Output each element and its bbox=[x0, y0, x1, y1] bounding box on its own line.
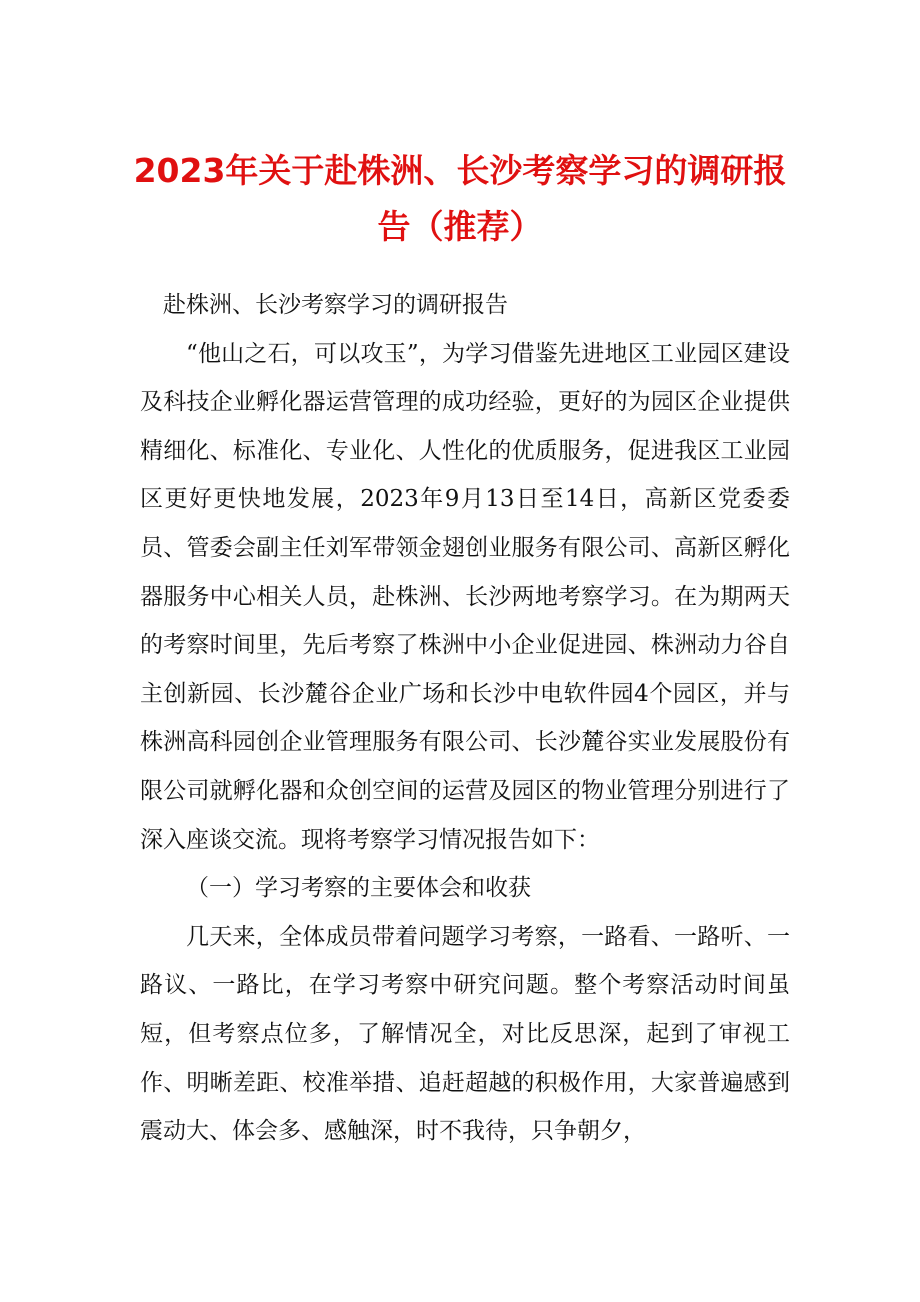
document-title-line2: 告（推荐） bbox=[377, 207, 543, 246]
document-subtitle: 赴株洲、长沙考察学习的调研报告 bbox=[163, 292, 508, 318]
document-body bbox=[140, 281, 790, 1156]
section-heading-1: （一）学习考察的主要体会和收获 bbox=[186, 875, 531, 902]
paragraph-intro: “他山之石，可以攻玉”，为学习借鉴先进地区工业园区建设及科技企业孵化器运营管理的成功经验，更好的为园区企业提供精细化、标准化、专业化、人性化的优质服务，促进我区工业园区更好更快地发展，2023年9月13日至14日，高新区党委委员、管委会副主任刘军带领金翅创业服务有限公司、高新区孵化器服务中心相关人员，赴株洲、长沙两地考察学习。在为期两天的考察时间里，先后考察了株洲中小企业促进园、株洲动力谷自主创新园、长沙麓谷企业广场和长沙中电软件园4个园区，并与株洲高科园创企业管理服务有限公司、长沙麓谷实业发展股份有限公司就孵化器和众创空间的运营及园区的物业管理分别进行了深入座谈交流。现将考察学习情况报告如下： bbox=[140, 340, 790, 853]
paragraph-impressions: 几天来，全体成员带着问题学习考察，一路看、一路听、一路议、一路比，在学习考察中研究问题。整个考察活动时间虽短，但考察点位多，了解情况全，对比反思深，起到了审视工作、明晰差距、校准举措、追赶超越的积极作用，大家普遍感到震动大、体会多、感触深，时不我待，只争朝夕， bbox=[140, 923, 790, 1145]
document-title-line1: 2023年关于赴株洲、长沙考察学习的调研报 bbox=[133, 151, 787, 190]
